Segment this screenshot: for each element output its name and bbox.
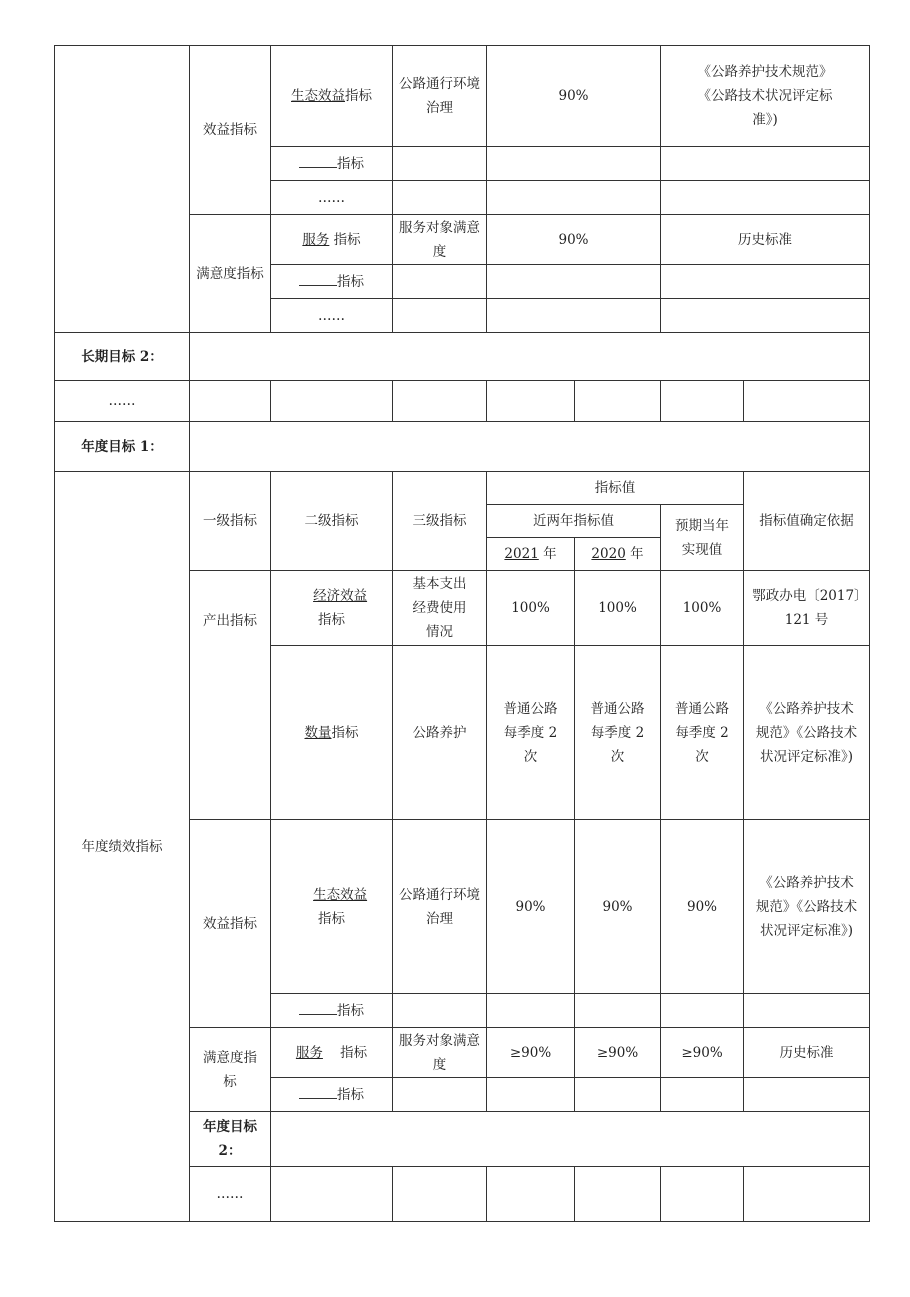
- economic-2020: 100%: [575, 571, 661, 646]
- service-2020: ≥90%: [575, 1028, 661, 1078]
- header-level1: 一级指标: [190, 472, 271, 571]
- ecology-value: 90%: [487, 46, 661, 147]
- service-indicator-cell: 服务 指标: [271, 1028, 393, 1078]
- benefit-indicator-label: 效益指标: [190, 820, 271, 1028]
- blank-indicator-cell: 指标: [271, 1078, 393, 1112]
- service-level3: 服务对象满意度: [393, 215, 487, 265]
- header-indicator-value: 指标值: [487, 472, 744, 505]
- economic-level3: 基本支出经费使用情况: [393, 571, 487, 646]
- ecology-2021: 90%: [487, 820, 575, 994]
- performance-table: [54, 45, 870, 1222]
- blank-indicator-cell: 指标: [271, 994, 393, 1028]
- quantity-basis: 《公路养护技术规范》《公路技术状况评定标准》): [744, 646, 870, 820]
- ellipsis: ……: [190, 1167, 271, 1222]
- ecology-level3: 公路通行环境治理: [393, 820, 487, 994]
- quantity-2020: 普通公路每季度 2 次: [575, 646, 661, 820]
- annual-goal-1-label: 年度目标 1：: [55, 422, 190, 472]
- service-2021: ≥90%: [487, 1028, 575, 1078]
- header-expected: 预期当年实现值: [661, 505, 744, 571]
- quantity-2021: 普通公路每季度 2 次: [487, 646, 575, 820]
- header-basis: 指标值确定依据: [744, 472, 870, 571]
- blank-indicator-cell: 指标: [271, 265, 393, 299]
- quantity-expected: 普通公路每季度 2 次: [661, 646, 744, 820]
- economic-basis: 鄂政办电〔2017〕121 号: [744, 571, 870, 646]
- ecology-basis: 《公路养护技术规范》《公路技术状况评定标准》): [744, 820, 870, 994]
- service-value: 90%: [487, 215, 661, 265]
- ecology-indicator-cell: 生态效益指标: [271, 46, 393, 147]
- ecology-level3: 公路通行环境治理: [393, 46, 487, 147]
- economic-2021: 100%: [487, 571, 575, 646]
- ecology-expected: 90%: [661, 820, 744, 994]
- header-year-2021: 2021 年: [487, 538, 575, 571]
- economic-indicator-cell: 经济效益 指标: [271, 571, 393, 646]
- economic-expected: 100%: [661, 571, 744, 646]
- quantity-indicator-cell: 数量指标: [271, 646, 393, 820]
- blank-indicator-cell: 指标: [271, 147, 393, 181]
- ellipsis: ……: [271, 299, 393, 333]
- service-basis: 历史标准: [661, 215, 870, 265]
- header-level3: 三级指标: [393, 472, 487, 571]
- header-year-2020: 2020 年: [575, 538, 661, 571]
- service-expected: ≥90%: [661, 1028, 744, 1078]
- continuation-blank-cell: [55, 46, 190, 333]
- long-term-goal-2-label: 长期目标 2：: [55, 333, 190, 381]
- satisfaction-indicator-label: 满意度指标: [190, 1028, 271, 1112]
- annual-goal-2-label: 年度目标 2：: [190, 1112, 271, 1167]
- service-indicator-cell: 服务 指标: [271, 215, 393, 265]
- annual-performance-indicator-label: 年度绩效指标: [55, 472, 190, 1222]
- ecology-fill: 生态效益: [291, 88, 345, 104]
- service-basis: 历史标准: [744, 1028, 870, 1078]
- header-recent-two-years: 近两年指标值: [487, 505, 661, 538]
- service-level3: 服务对象满意度: [393, 1028, 487, 1078]
- satisfaction-indicator-label: 满意度指标: [190, 215, 271, 333]
- ecology-indicator-cell: 生态效益 指标: [271, 820, 393, 994]
- quantity-level3: 公路养护: [393, 646, 487, 820]
- ecology-2020: 90%: [575, 820, 661, 994]
- benefit-indicator-label: 效益指标: [190, 46, 271, 215]
- ellipsis: ……: [271, 181, 393, 215]
- ecology-basis: 《公路养护技术规范》《公路技术状况评定标准》): [661, 46, 870, 147]
- header-level2: 二级指标: [271, 472, 393, 571]
- ellipsis: ……: [55, 381, 190, 422]
- output-indicator-label: 产出指标: [190, 571, 271, 820]
